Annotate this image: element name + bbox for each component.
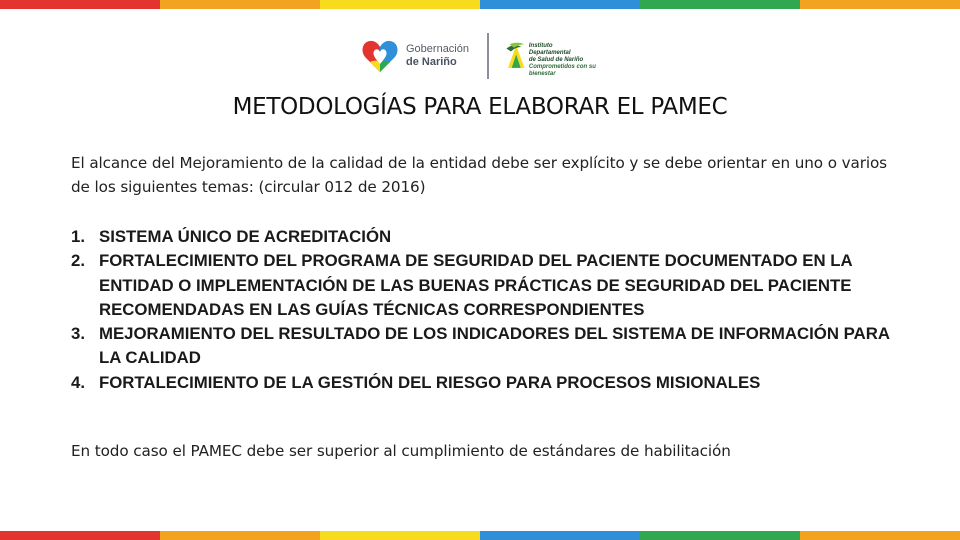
topics-list bbox=[71, 225, 901, 395]
bar-segment-yellow bbox=[320, 0, 480, 9]
footer-note: En todo caso el PAMEC debe ser superior al cumplimiento de estándares de habilitación bbox=[71, 442, 731, 460]
top-color-bar bbox=[0, 0, 960, 9]
list-item-number: 4. bbox=[71, 372, 85, 392]
bar-segment-blue bbox=[480, 0, 640, 9]
bar-segment-red bbox=[0, 0, 160, 9]
slide-title: METODOLOGÍAS PARA ELABORAR EL PAMEC bbox=[232, 94, 728, 120]
header-logos bbox=[360, 30, 600, 82]
bottom-color-bar bbox=[0, 531, 960, 540]
list-item-number: 2. bbox=[71, 251, 85, 271]
ids-tagline: Comprometidos con su bienestar bbox=[528, 63, 596, 77]
bar-segment-orange-2 bbox=[800, 0, 960, 9]
list-item-number: 3. bbox=[71, 324, 85, 344]
ids-line3: de Salud de Nariño bbox=[528, 56, 584, 63]
heart-logo-icon bbox=[360, 38, 400, 74]
list-item bbox=[71, 322, 901, 371]
ids-emblem-icon bbox=[505, 36, 527, 76]
ids-line2: Departamental bbox=[528, 49, 571, 56]
list-item-text: SISTEMA ÚNICO DE ACREDITACIÓN bbox=[99, 227, 392, 246]
ids-logo bbox=[505, 35, 601, 78]
list-item bbox=[71, 249, 901, 322]
bar-segment-orange bbox=[160, 0, 320, 9]
logo-divider bbox=[487, 33, 489, 79]
gobernacion-line2: de Nariño bbox=[406, 56, 457, 68]
gobernacion-line1: Gobernación bbox=[406, 43, 469, 55]
list-item bbox=[71, 225, 901, 249]
bar-segment-green bbox=[640, 531, 800, 540]
list-item-text: FORTALECIMIENTO DE LA GESTIÓN DEL RIESGO PARA PROCESOS MISIONALES bbox=[99, 372, 761, 392]
bar-segment-blue bbox=[480, 531, 640, 540]
ids-line1: Instituto bbox=[528, 42, 553, 49]
gobernacion-logo bbox=[360, 38, 469, 74]
list-item-number: 1. bbox=[71, 227, 85, 246]
list-item-text: MEJORAMIENTO DEL RESULTADO DE LOS INDICADORES DEL SISTEMA DE INFORMACIÓN PARA LA CALIDAD bbox=[99, 324, 890, 368]
bar-segment-green bbox=[640, 0, 800, 9]
bar-segment-red bbox=[0, 531, 160, 540]
bar-segment-orange bbox=[160, 531, 320, 540]
intro-paragraph: El alcance del Mejoramiento de la calidad de la entidad debe ser explícito y se debe orientar en uno o varios de los siguientes temas: (circular 012 de 2016) bbox=[71, 154, 887, 196]
bar-segment-orange-2 bbox=[800, 531, 960, 540]
list-item-text: FORTALECIMIENTO DEL PROGRAMA DE SEGURIDAD DEL PACIENTE DOCUMENTADO EN LA ENTIDAD O IMPLEMENTACIÓN DE LAS BUENAS PRÁCTICAS DE SEGURIDAD DEL PACIENTE RECOMENDADAS EN LAS GUÍAS TÉCNICAS CORRESPONDIENTES bbox=[99, 251, 852, 319]
bar-segment-yellow bbox=[320, 531, 480, 540]
list-item bbox=[71, 371, 901, 395]
